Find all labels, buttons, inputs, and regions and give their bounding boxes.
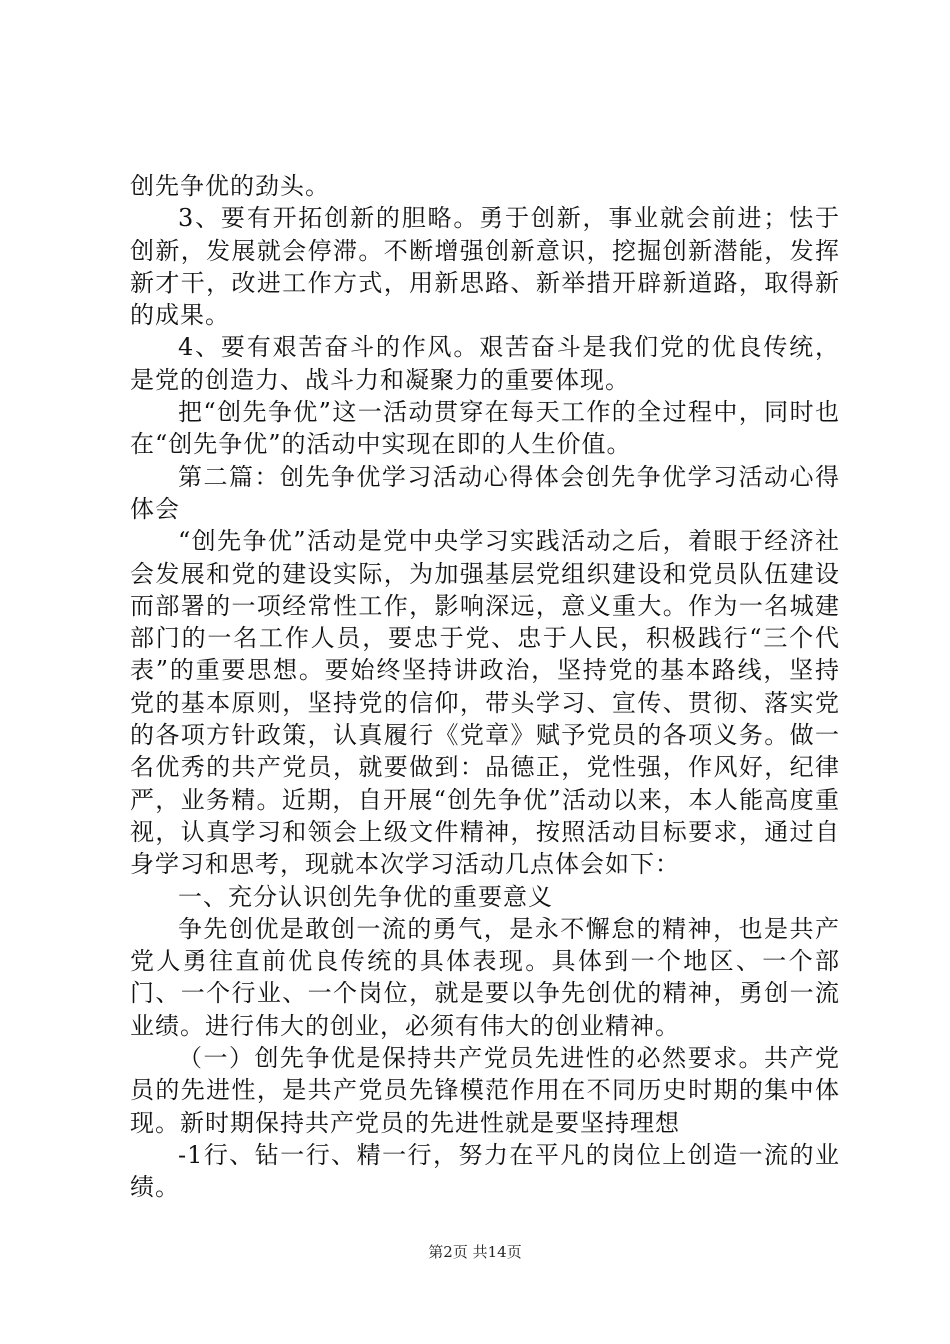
paragraph-point-3: 3、要有开拓创新的胆略。勇于创新，事业就会前进；怯于创新，发展就会停滞。不断增强创新意识，挖掘创新潜能，发挥新才干，改进工作方式，用新思路、新举措开辟新道路，取得新的成果。 (130, 204, 840, 330)
section-heading-part-two: 第二篇：创先争优学习活动心得体会创先争优学习活动心得体会 (130, 462, 840, 523)
paragraph-introduction: “创先争优”活动是党中央学习实践活动之后，着眼于经济社会发展和党的建设实际，为加强基层党组织建设和党员队伍建设而部署的一项经常性工作，影响深远，意义重大。作为一名城建部门的一名工作人员，要忠于党、忠于人民，积极践行“三个代表”的重要思想。要始终坚持讲政治，坚持党的基本路线，坚持党的基本原则，坚持党的信仰，带头学习、宣传、贯彻、落实党的各项方针政策，认真履行《党章》赋予党员的各项义务。做一名优秀的共产党员，就要做到：品德正，党性强，作风好，纪律严，业务精。近期，自开展“创先争优”活动以来，本人能高度重视，认真学习和领会上级文件精神，按照活动目标要求，通过自身学习和思考，现就本次学习活动几点体会如下： (130, 527, 840, 879)
subheading-significance: 一、充分认识创先争优的重要意义 (178, 882, 553, 911)
paragraph-summary: 把“创先争优”这一活动贯穿在每天工作的全过程中，同时也在“创先争优”的活动中实现在即的人生价值。 (130, 398, 840, 459)
paragraph-point-4: 4、要有艰苦奋斗的作风。艰苦奋斗是我们党的优良传统，是党的创造力、战斗力和凝聚力的重要体现。 (130, 333, 840, 394)
document-body (130, 170, 840, 1204)
paragraph-point-one: （一）创先争优是保持共产党员先进性的必然要求。共产党员的先进性，是共产党员先锋模范作用在不同历史时期的集中体现。新时期保持共产党员的先进性就是要坚持理想 (130, 1044, 840, 1137)
page-number-footer: 第2页 共14页 (428, 1243, 522, 1261)
paragraph-continuation: 创先争优的劲头。 (130, 172, 330, 200)
paragraph-fragment: -1行、钻一行、精一行，努力在平凡的岗位上创造一流的业绩。 (130, 1140, 840, 1202)
paragraph-significance: 争先创优是敢创一流的勇气，是永不懈怠的精神，也是共产党人勇往直前优良传统的具体表现。具体到一个地区、一个部门、一个行业、一个岗位，就是要以争先创优的精神，勇创一流业绩。进行伟大的创业，必须有伟大的创业精神。 (130, 914, 840, 1040)
